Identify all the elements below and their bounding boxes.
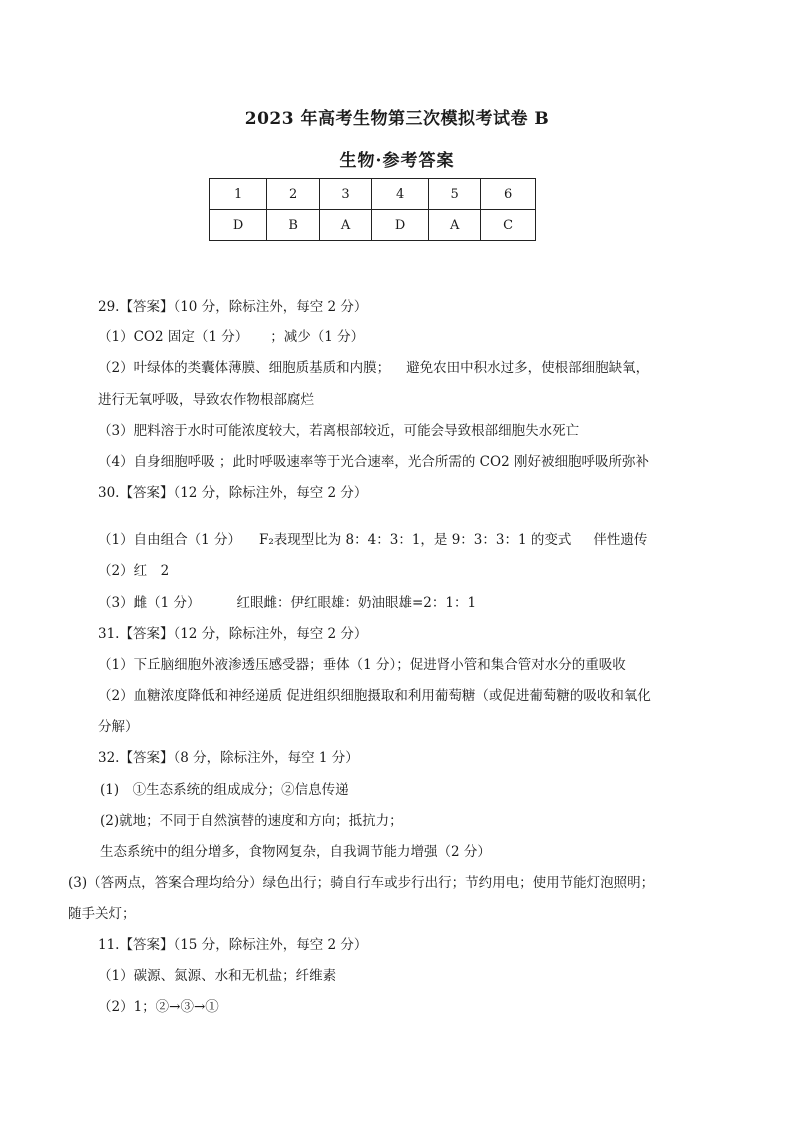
q31-line-2: （2）血糖浓度降低和神经递质 促进组织细胞摄取和利用葡萄糖（或促进葡萄糖的吸收和氧化	[98, 688, 651, 704]
q29-line-2-part-a: （2）叶绿体的类囊体薄膜、细胞质基质和内膜；	[98, 360, 391, 376]
page-subtitle: 生物·参考答案	[339, 151, 455, 171]
q32-header: 32.【答案】（8 分，除标注外，每空 1 分）	[98, 750, 359, 766]
q29-line-3: （3）肥料溶于水时可能浓度较大，若离根部较近，可能会导致根部细胞失水死亡	[98, 423, 580, 439]
q32-line-3-cont: 随手关灯；	[68, 906, 136, 922]
q29-line-2	[98, 359, 649, 377]
q29-header: 29.【答案】（10 分，除标注外，每空 2 分）	[98, 299, 368, 315]
table-cell-answer: D	[210, 210, 267, 241]
q31-line-2-cont: 分解）	[98, 719, 139, 735]
q30-line-1	[98, 531, 647, 549]
q29-line-1	[98, 328, 364, 346]
q29-line-1-part-b: ；减少（1 分）	[270, 329, 365, 345]
q30-line-3	[98, 594, 476, 612]
table-cell-question: 6	[481, 179, 536, 210]
q31-line-1: （1）下丘脑细胞外液渗透压感受器；垂体（1 分）；促进肾小管和集合管对水分的重吸收	[98, 657, 626, 673]
q29-line-2-cont: 进行无氧呼吸，导致农作物根部腐烂	[98, 392, 314, 408]
table-cell-question: 2	[267, 179, 320, 210]
q29-line-4: （4）自身细胞呼吸 ；此时呼吸速率等于光合速率，光合所需的 CO2 刚好被细胞呼吸所弥补	[98, 454, 649, 470]
q30-line-2: （2）红 2	[98, 563, 170, 579]
table-cell-answer: A	[429, 210, 481, 241]
q32-line-3: (3)（答两点，答案合理均给分）绿色出行；骑自行车或步行出行；节约用电；使用节能灯泡照明；	[68, 875, 655, 891]
table-row-answers	[210, 210, 536, 241]
q31-header: 31.【答案】（12 分，除标注外，每空 2 分）	[98, 626, 368, 642]
table-row-questions	[210, 179, 536, 210]
q29-line-2-part-b: 避免农田中积水过多，使根部细胞缺氧，	[406, 360, 650, 376]
q30-header: 30.【答案】（12 分，除标注外，每空 2 分）	[98, 485, 368, 501]
table-cell-answer: D	[372, 210, 429, 241]
table-cell-question: 1	[210, 179, 267, 210]
table-cell-answer: A	[320, 210, 372, 241]
q30-line-1-part-b: F₂表现型比为 8：4：3：1，是 9：3：3：1 的变式	[258, 532, 572, 548]
table-cell-question: 3	[320, 179, 372, 210]
q32-line-2: (2)就地；不同于自然演替的速度和方向；抵抗力；	[100, 813, 403, 829]
q11-line-2: （2）1；②→③→①	[98, 999, 219, 1015]
answer-table	[209, 178, 536, 241]
q29-line-1-part-a: （1）CO2 固定（1 分）	[98, 329, 249, 345]
q32-line-1: (1) ①生态系统的组成成分；②信息传递	[100, 782, 349, 798]
table-cell-question: 5	[429, 179, 481, 210]
q11-header: 11.【答案】（15 分，除标注外，每空 2 分）	[98, 937, 368, 953]
table-cell-question: 4	[372, 179, 429, 210]
q30-line-3-part-a: （3）雌（1 分）	[98, 595, 201, 611]
table-cell-answer: C	[481, 210, 536, 241]
q30-line-1-part-a: （1）自由组合（1 分）	[98, 532, 241, 548]
page-title: 2023 年高考生物第三次模拟考试卷 B	[244, 109, 550, 129]
q11-line-1: （1）碳源、氮源、水和无机盐；纤维素	[98, 968, 337, 984]
q30-line-3-part-b: 红眼雌：伊红眼雄：奶油眼雄=2：1：1	[236, 595, 477, 611]
q32-line-2-cont: 生态系统中的组分增多，食物网复杂，自我调节能力增强（2 分）	[100, 844, 491, 860]
table-cell-answer: B	[267, 210, 320, 241]
q30-line-1-part-c: 伴性遗传	[593, 532, 648, 548]
